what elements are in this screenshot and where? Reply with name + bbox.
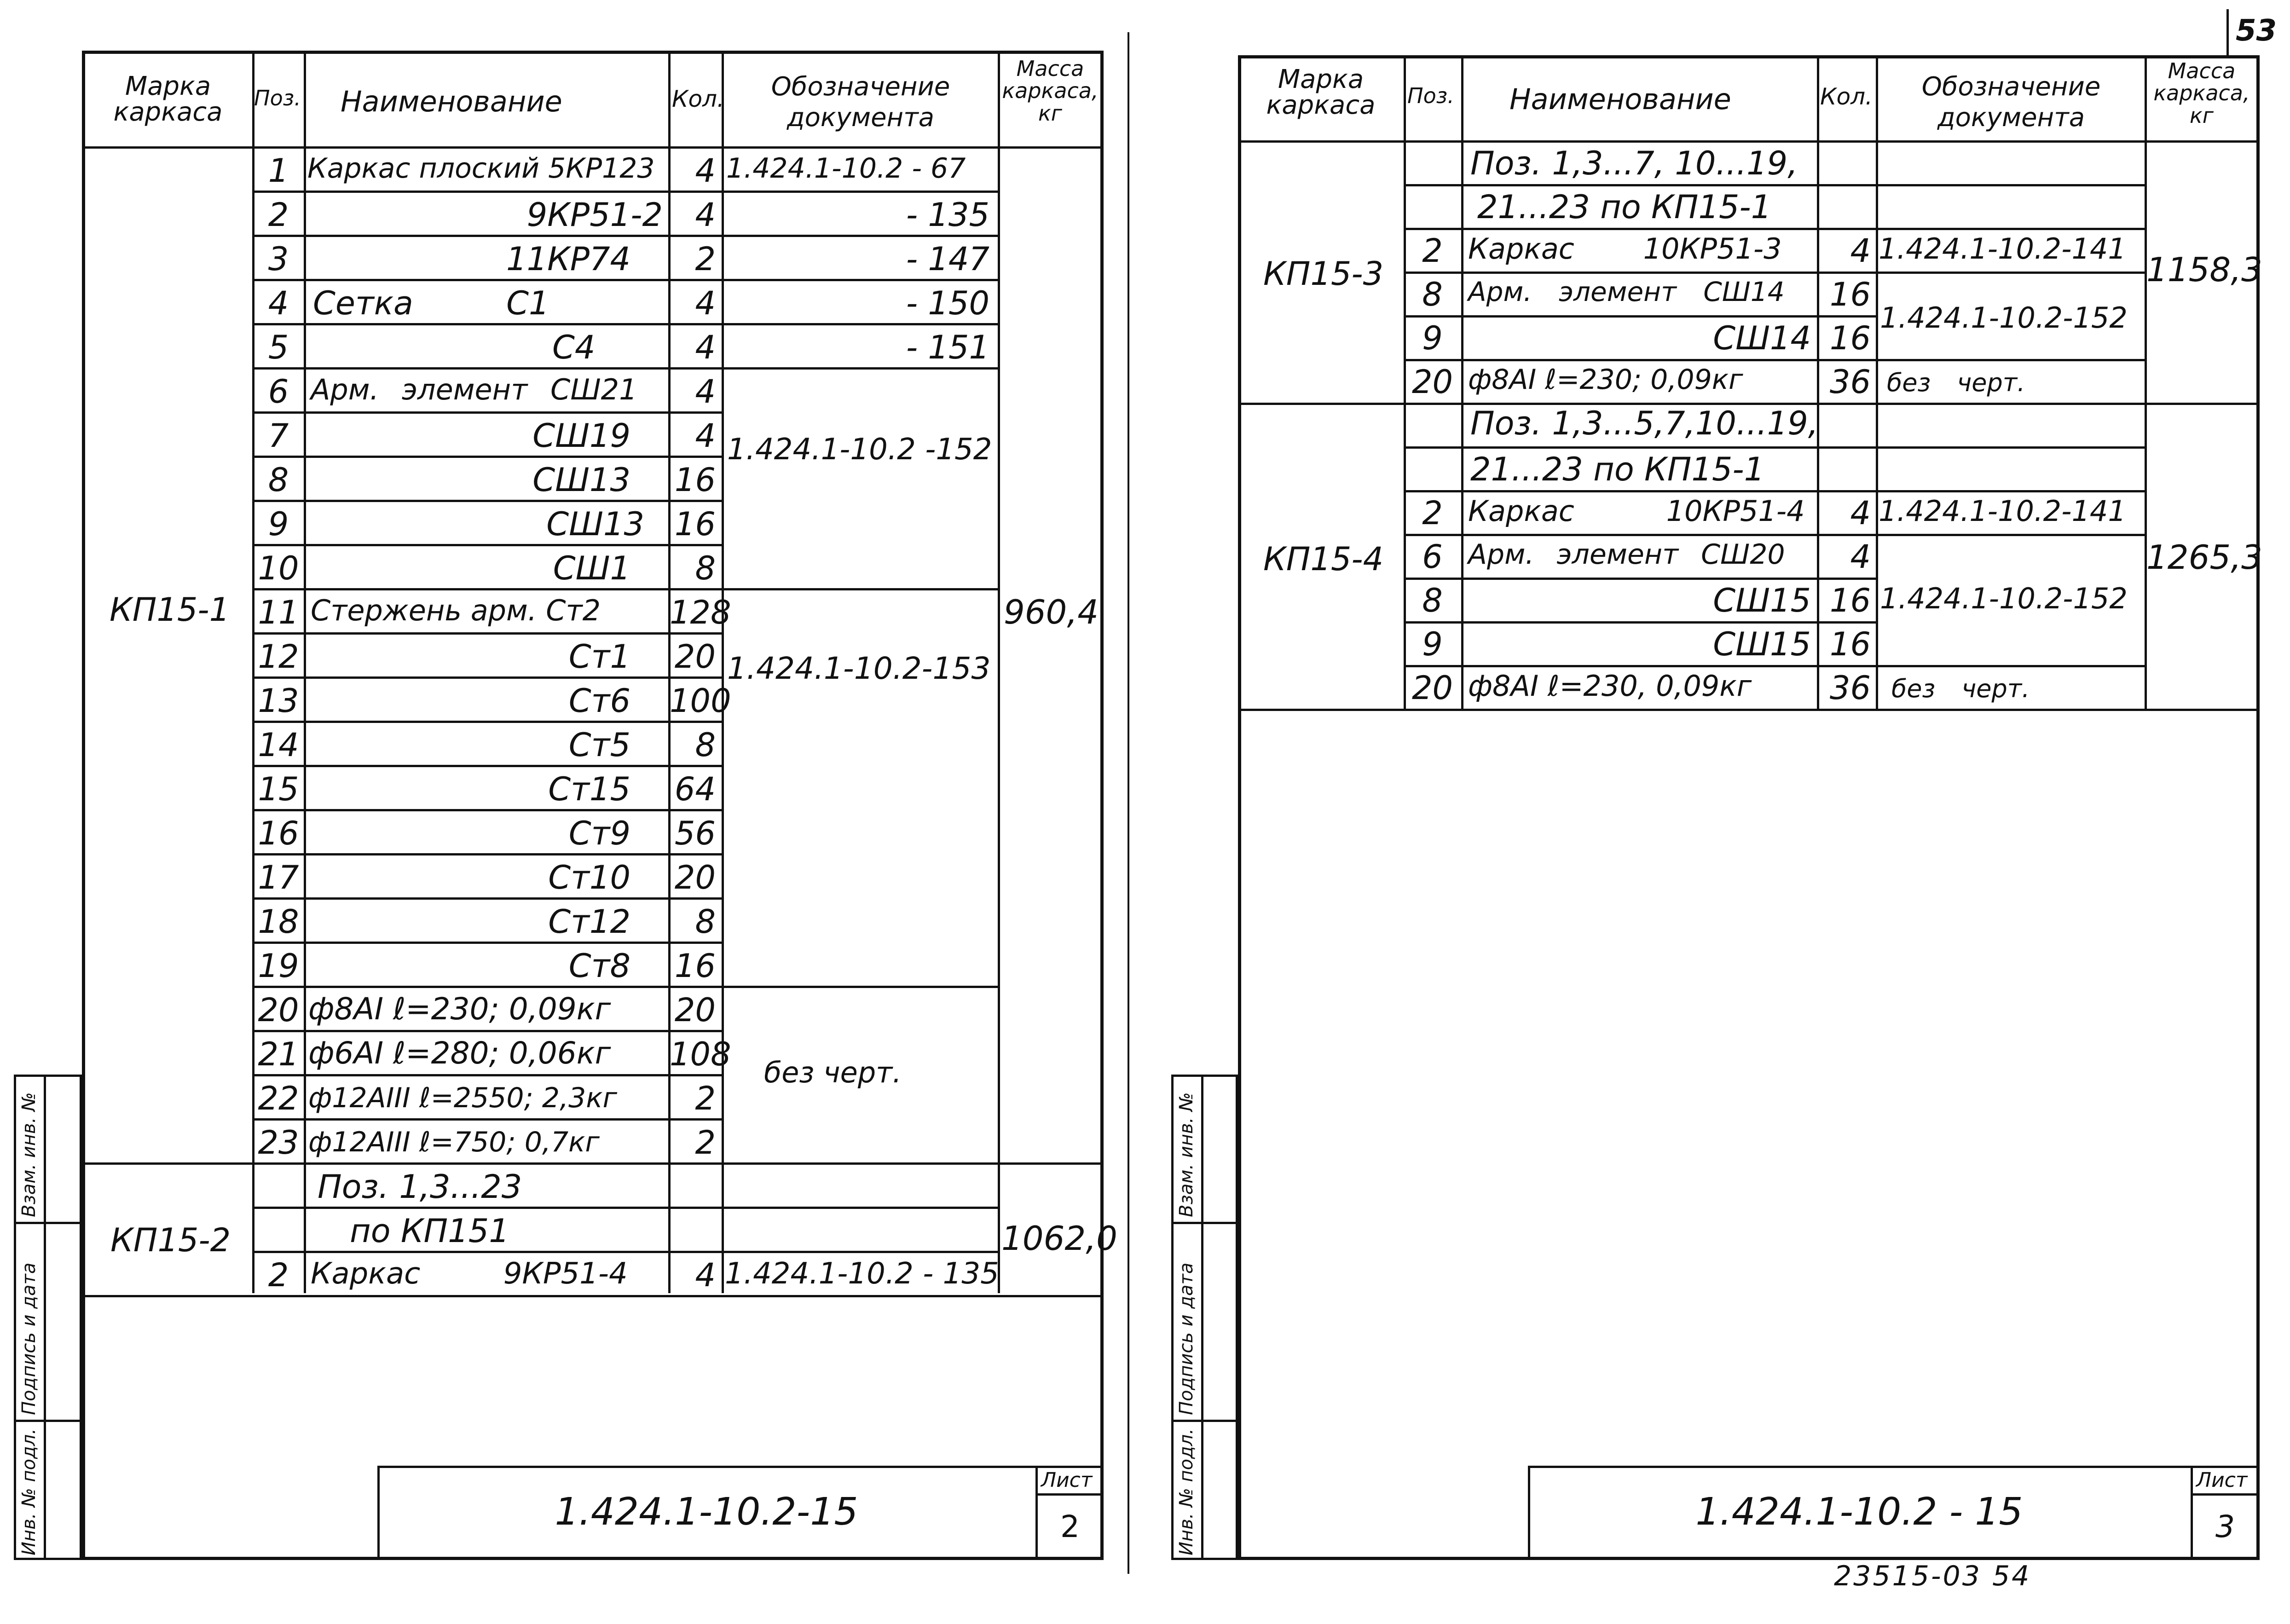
header-pos: Поз. — [254, 86, 301, 110]
table-row-qty: 8 — [695, 903, 716, 941]
table-row-name: СШ15 — [1713, 625, 1811, 663]
right-group-mark-2: КП15-4 — [1263, 540, 1384, 578]
table-row-qty: 64 — [674, 770, 716, 808]
table-row-pos: 9 — [268, 505, 289, 543]
right-sheet-label: Лист — [2196, 1468, 2248, 1492]
table-row-qty: 128 — [670, 594, 731, 631]
table-row-pos: 17 — [258, 859, 299, 896]
table-row-doc: 1.424.1-10.2-152 — [1880, 301, 2128, 335]
table-row-qty: 4 — [1850, 494, 1871, 532]
table-row-qty: 16 — [1829, 625, 1871, 663]
table-row-pos: 2 — [268, 196, 289, 234]
table-row-name: по КП151 — [350, 1212, 509, 1250]
left-group-mass-1: 960,4 — [1003, 593, 1099, 631]
table-row-qty: 36 — [1829, 669, 1871, 707]
table-row-qty: 16 — [1829, 276, 1871, 313]
right-sheet-number: 3 — [2215, 1509, 2235, 1544]
right-side-inv-orig: Инв. № подл. — [1176, 1428, 1197, 1555]
table-row-name: ф8AI ℓ=230, 0,09кг — [1468, 669, 1752, 703]
table-row-pos: 22 — [258, 1080, 299, 1117]
table-row-qty: 2 — [695, 240, 716, 278]
table-row-name: Ст15 — [548, 770, 630, 808]
table-row-pos: 18 — [258, 903, 299, 941]
table-row-qty: 4 — [695, 284, 716, 322]
left-side-inv-repl: Взам. инв. № — [18, 1092, 40, 1217]
table-row-qty: 20 — [674, 991, 716, 1029]
table-row-name: Ст5 — [568, 726, 630, 764]
table-row-qty: 4 — [695, 417, 716, 455]
table-row-qty: 4 — [695, 373, 716, 410]
right-designation: 1.424.1-10.2 - 15 — [1695, 1490, 2023, 1534]
table-row-name: Арм. элемент СШ14 — [1468, 276, 1785, 307]
table-row-qty: 20 — [674, 859, 716, 896]
table-row-pos: 6 — [1422, 538, 1443, 576]
table-row-name: Сетка С1 — [313, 284, 549, 322]
left-designation: 1.424.1-10.2-15 — [555, 1490, 858, 1534]
right-group-mark-1: КП15-3 — [1263, 255, 1384, 293]
bottom-code: 23515-03 54 — [1834, 1560, 2031, 1592]
table-row-qty: 4 — [695, 196, 716, 234]
table-row-doc: - 150 — [906, 284, 989, 322]
table-row-qty: 100 — [670, 682, 731, 720]
header-mark: Марка каркаса — [113, 71, 223, 127]
table-row-name: С4 — [552, 329, 596, 366]
table-row-name: Каркас плоский 5КР123 — [307, 152, 655, 185]
table-row-doc: - 147 — [906, 240, 989, 278]
table-row-name: Ст12 — [548, 903, 630, 941]
table-row-name: СШ19 — [532, 417, 630, 455]
table-row-pos: 2 — [268, 1256, 289, 1294]
table-row-doc: - 135 — [906, 196, 989, 234]
table-row-name: СШ14 — [1713, 319, 1811, 357]
table-row-name: Поз. 1,3...5,7,10...19, — [1470, 405, 1818, 442]
table-row-qty: 56 — [674, 815, 716, 852]
header-mark-right: Марка каркаса — [1266, 64, 1376, 120]
table-row-qty: 16 — [674, 461, 716, 499]
table-row-name: Ст1 — [568, 638, 630, 676]
left-side-sign-date: Подпись и дата — [18, 1262, 40, 1415]
table-row-pos: 6 — [268, 373, 289, 410]
table-row-qty: 16 — [674, 947, 716, 985]
table-row-qty: 36 — [1829, 363, 1871, 401]
table-row-qty: 4 — [695, 1256, 716, 1294]
table-row-name: ф6AI ℓ=280; 0,06кг — [308, 1035, 611, 1071]
table-row-name: СШ13 — [546, 505, 644, 543]
table-row-pos: 8 — [1422, 582, 1443, 619]
table-row-pos: 5 — [268, 329, 289, 366]
table-row-qty: 8 — [695, 726, 716, 764]
table-row-qty: 4 — [1850, 232, 1871, 270]
table-row-pos: 19 — [258, 947, 299, 985]
table-row-pos: 8 — [1422, 276, 1443, 313]
table-row-doc: 1.424.1-10.2 - 135 — [725, 1257, 999, 1291]
header-qty: Кол. — [672, 86, 724, 112]
table-row-name: ф12AIII ℓ=750; 0,7кг — [308, 1126, 600, 1158]
table-row-name: Ст9 — [568, 815, 630, 852]
table-row-name: Поз. 1,3...23 — [318, 1168, 522, 1206]
table-row-qty: 2 — [695, 1080, 716, 1117]
table-row-pos: 13 — [258, 682, 299, 720]
table-row-name: Арм. элемент СШ20 — [1468, 538, 1785, 571]
page-number-mark — [2226, 9, 2229, 55]
table-row-pos: 21 — [258, 1035, 299, 1073]
table-row-pos: 9 — [1422, 625, 1443, 663]
table-row-name: СШ1 — [553, 549, 630, 587]
table-row-qty: 8 — [695, 549, 716, 587]
table-row-doc: 1.424.1-10.2-141 — [1879, 494, 2126, 528]
header-mass-right: Масса каркаса, кг — [2153, 58, 2250, 128]
table-row-name: Поз. 1,3...7, 10...19, — [1470, 144, 1798, 182]
right-group-mass-1: 1158,3 — [2146, 250, 2262, 289]
page-number: 53 — [2236, 14, 2277, 48]
table-row-pos: 16 — [258, 815, 299, 852]
table-row-qty: 16 — [1829, 319, 1871, 357]
table-row-name: СШ15 — [1713, 582, 1811, 619]
left-group-mass-2: 1062,0 — [1001, 1219, 1117, 1258]
table-row-pos: 2 — [1422, 232, 1443, 270]
table-row-name: Каркас 10КР51-3 — [1468, 232, 1782, 266]
table-row-doc: - 151 — [906, 329, 989, 366]
left-side-inv-orig: Инв. № подл. — [18, 1428, 40, 1555]
table-row-pos: 3 — [268, 240, 289, 278]
header-name-right: Наименование — [1509, 82, 1731, 116]
table-row-pos: 11 — [258, 594, 299, 631]
right-side-inv-repl: Взам. инв. № — [1176, 1092, 1197, 1217]
table-row-doc: 1.424.1-10.2-141 — [1879, 232, 2126, 266]
table-row-pos: 9 — [1422, 319, 1443, 357]
table-row-qty: 2 — [695, 1124, 716, 1162]
table-row-qty: 16 — [1829, 582, 1871, 619]
header-doc-right: Обозначение документа — [1921, 72, 2101, 133]
table-row-doc: без черт. — [1891, 674, 2030, 703]
header-mass: Масса каркаса, кг — [1002, 56, 1099, 126]
table-row-qty: 108 — [670, 1035, 731, 1073]
table-row-pos: 20 — [1411, 669, 1453, 707]
table-row-pos: 4 — [268, 284, 289, 322]
center-fold-line — [1128, 32, 1129, 1574]
table-row-qty: 20 — [674, 638, 716, 676]
header-qty-right: Кол. — [1820, 83, 1873, 110]
right-group-mass-2: 1265,3 — [2146, 538, 2262, 577]
table-row-name: СШ13 — [532, 461, 630, 499]
table-row-name: 21...23 по КП15-1 — [1477, 188, 1772, 226]
table-row-name: Ст10 — [548, 859, 630, 896]
table-row-qty: 16 — [674, 505, 716, 543]
header-doc: Обозначение документа — [771, 72, 950, 133]
table-row-name: Каркас 9КР51-4 — [311, 1257, 628, 1291]
table-row-pos: 2 — [1422, 494, 1443, 532]
table-row-name: 11КР74 — [506, 240, 631, 278]
left-group-mark-2: КП15-2 — [110, 1221, 231, 1259]
header-name: Наименование — [341, 85, 562, 118]
table-row-name: 21...23 по КП15-1 — [1470, 451, 1765, 488]
table-row-pos: 20 — [258, 991, 299, 1029]
table-row-doc: 1.424.1-10.2-153 — [727, 651, 991, 686]
table-row-pos: 20 — [1411, 363, 1453, 401]
table-row-name: ф8AI ℓ=230; 0,09кг — [1468, 364, 1743, 396]
table-row-qty: 4 — [695, 329, 716, 366]
table-row-name: Ст8 — [568, 947, 630, 985]
table-row-pos: 1 — [268, 152, 289, 190]
left-sheet-label: Лист — [1041, 1468, 1093, 1492]
table-row-name: 9КР51-2 — [526, 196, 663, 234]
header-pos-right: Поз. — [1407, 83, 1454, 108]
table-row-qty: 4 — [695, 152, 716, 190]
table-row-name: Стержень арм. Ст2 — [311, 594, 601, 627]
table-row-doc: 1.424.1-10.2 - 67 — [726, 152, 966, 185]
table-row-doc: без черт. — [1887, 368, 2025, 397]
table-row-pos: 7 — [268, 417, 289, 455]
table-row-pos: 23 — [258, 1124, 299, 1162]
table-row-qty: 4 — [1850, 538, 1871, 576]
table-row-pos: 15 — [258, 770, 299, 808]
left-group-mark-1: КП15-1 — [110, 591, 230, 629]
table-row-pos: 12 — [258, 638, 299, 676]
table-row-doc: без черт. — [764, 1056, 902, 1089]
table-row-pos: 8 — [268, 461, 289, 499]
right-side-sign-date: Подпись и дата — [1176, 1262, 1197, 1415]
table-row-doc: 1.424.1-10.2-152 — [1880, 582, 2128, 615]
table-row-pos: 10 — [258, 549, 299, 587]
table-row-pos: 14 — [258, 726, 299, 764]
table-row-name: ф12AIII ℓ=2550; 2,3кг — [308, 1082, 618, 1114]
table-row-name: Каркас 10КР51-4 — [1468, 494, 1805, 528]
table-row-name: ф8AI ℓ=230; 0,09кг — [308, 991, 611, 1027]
left-sheet-number: 2 — [1060, 1509, 1080, 1544]
table-row-name: Арм. элемент СШ21 — [311, 373, 637, 406]
table-row-doc: 1.424.1-10.2 -152 — [727, 433, 992, 467]
table-row-name: Ст6 — [568, 682, 630, 720]
